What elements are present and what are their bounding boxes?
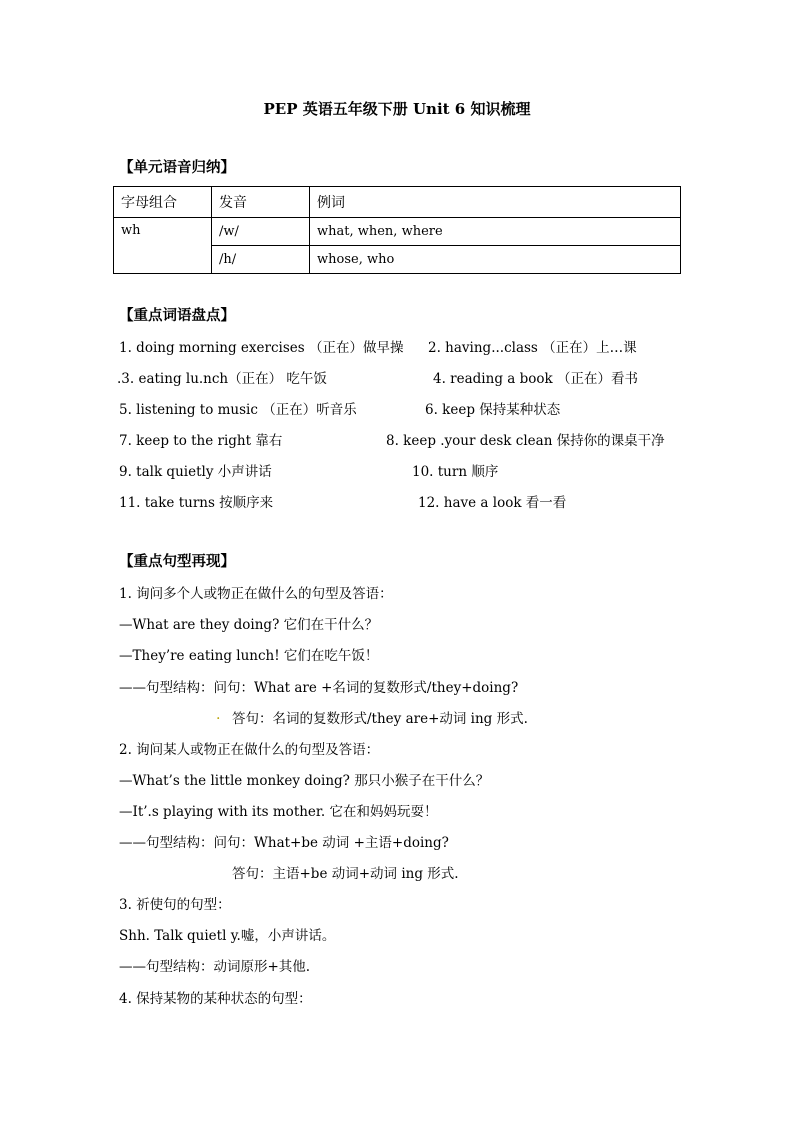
table-row — [114, 218, 681, 246]
word-item: 9. talk quietly 小声讲话 — [119, 464, 272, 480]
header-sound: 发音 — [212, 187, 310, 218]
word-item: 11. take turns 按顺序来 — [119, 495, 274, 511]
word-item: 1. doing morning exercises （正在）做早操 — [119, 340, 404, 356]
example-question: —What are they doing? 它们在干什么？ — [119, 617, 379, 633]
page-title: PEP 英语五年级下册 Unit 6 知识梳理 — [263, 100, 531, 118]
structure-question: ——句型结构：问句：What+be 动词 +主语+doing? — [119, 835, 449, 851]
word-item: .3. eating lu.nch（正在） 吃午饭 — [117, 371, 327, 387]
section-phonics-heading: 【单元语音归纳】 — [119, 159, 235, 176]
structure-question: ——句型结构：问句：What are +名词的复数形式/they+doing? — [119, 680, 519, 696]
structure-text: ——句型结构：动词原形+其他. — [119, 959, 311, 975]
examples-cell: whose, who — [310, 246, 681, 274]
sound-cell: /w/ — [212, 218, 310, 246]
letter-group-cell: wh — [114, 218, 212, 274]
phonics-table — [113, 186, 681, 274]
word-item: 8. keep .your desk clean 保持你的课桌干净 — [386, 433, 665, 449]
table-header-row — [114, 187, 681, 218]
sentence-heading: 2. 询问某人或物正在做什么的句型及答语： — [119, 742, 380, 758]
word-item: 5. listening to music （正在）听音乐 — [119, 402, 357, 418]
word-item: 12. have a look 看一看 — [418, 495, 567, 511]
example-answer: —It’.s playing with its mother. 它在和妈妈玩耍！ — [119, 804, 438, 820]
word-item: 10. turn 顺序 — [412, 464, 499, 480]
sound-cell: /h/ — [212, 246, 310, 274]
header-examples: 例词 — [310, 187, 681, 218]
section-words-heading: 【重点词语盘点】 — [119, 307, 235, 324]
section-sentences-heading: 【重点句型再现】 — [119, 553, 235, 570]
sentence-heading: 4. 保持某物的某种状态的句型： — [119, 991, 312, 1007]
word-item: 2. having...class （正在）上…课 — [428, 340, 637, 356]
word-item: 6. keep 保持某种状态 — [425, 402, 561, 418]
sentence-heading: 3. 祈使句的句型： — [119, 897, 231, 913]
dot-mark: . — [216, 707, 221, 723]
example-answer: —They’re eating lunch! 它们在吃午饭！ — [119, 648, 379, 664]
word-item: 4. reading a book （正在）看书 — [433, 371, 638, 387]
structure-answer: 答句：名词的复数形式/they are+动词 ing 形式. — [232, 711, 528, 727]
example-sentence: Shh. Talk quietl y.嘘，小声讲话。 — [119, 928, 336, 944]
header-letter-combo: 字母组合 — [114, 187, 212, 218]
example-question: —What’s the little monkey doing? 那只小猴子在干什么？ — [119, 773, 490, 789]
structure-answer: 答句：主语+be 动词+动词 ing 形式. — [232, 866, 459, 882]
examples-cell: what, when, where — [310, 218, 681, 246]
sentence-heading: 1. 询问多个人或物正在做什么的句型及答语： — [119, 586, 393, 602]
word-item: 7. keep to the right 靠右 — [119, 433, 283, 449]
